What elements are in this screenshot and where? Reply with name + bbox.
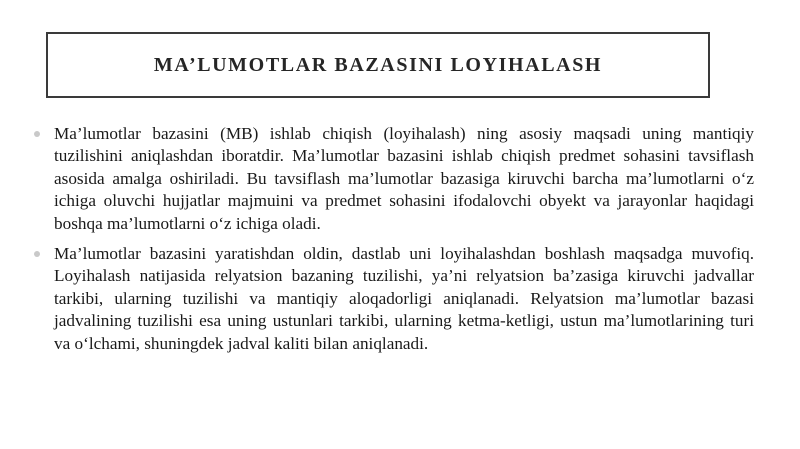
slide-title: MA’LUMOTLAR BAZASINI LOYIHALASH — [153, 53, 603, 76]
bullet-dot-icon — [34, 131, 40, 137]
bullet-text: Ma’lumotlar bazasini yaratishdan oldin, dastlab uni loyihalashdan boshlash maqsadga muvofiq. Loyihalash natijasida relyatsion bazaning tuzilishi, ya’ni relyatsion ba’zasiga kiruvchi jadvallar tarkibi, ularning tuzilishi va mantiqiy aloqadorligi aniqlanadi. Relyatsion ma’lumotlar bazasi jadvalining tuzilishi esa uning ustunlari tarkibi, ularning ketma-ketligi, ustun ma’lumotlarining turi va o‘lchami, shuningdek jadval kaliti bilan aniqlanadi. — [54, 244, 754, 353]
bullet-dot-icon — [34, 251, 40, 257]
bullet-item — [34, 243, 754, 355]
bullet-text: Ma’lumotlar bazasini (MB) ishlab chiqish (loyihalash) ning asosiy maqsadi uning mantiqiy tuzilishini aniqlashdan iboratdir. Ma’lumotlar bazasini ishlab chiqish predmet sohasini tavsiflash asosida amalga oshiriladi. Bu tavsiflash ma’lumotlar bazasiga kiruvchi barcha ma’lumotlarni o‘z ichiga oluvchi hujjatlar majmuini va predmet sohasini ifodalovchi obyekt va jarayonlar haqidagi boshqa ma’lumotlarni o‘z ichiga oladi. — [54, 124, 754, 233]
bullet-item — [34, 123, 754, 235]
title-box — [46, 32, 710, 98]
bullet-list — [34, 123, 754, 363]
